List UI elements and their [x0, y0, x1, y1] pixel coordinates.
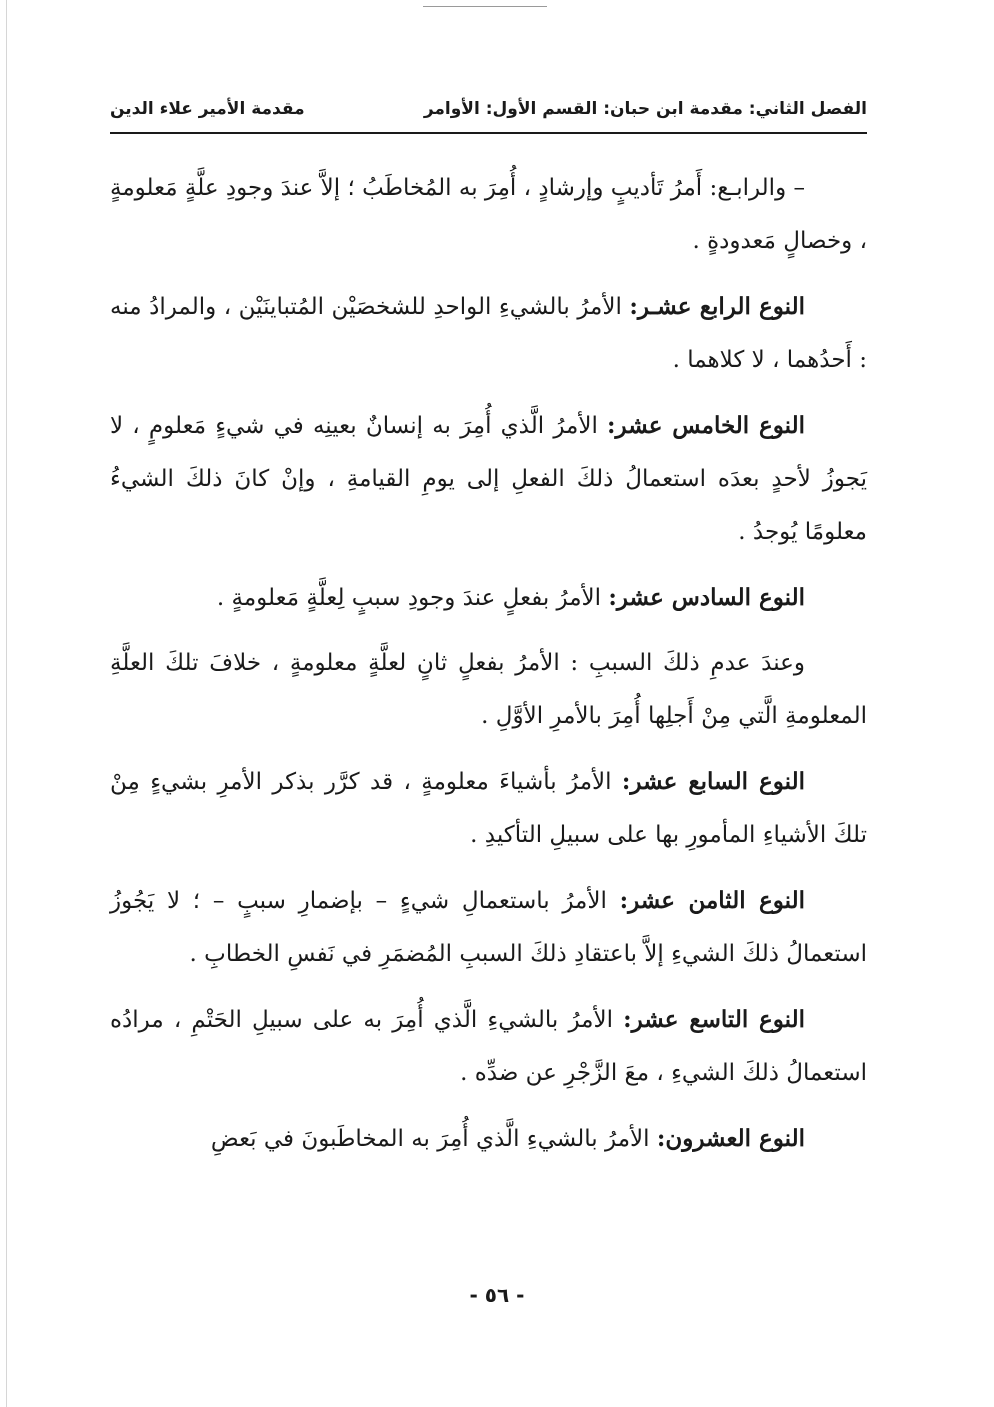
paragraph-2 — [110, 280, 867, 387]
paragraph-3-heading: النوع الخامس عشر: — [607, 412, 806, 439]
paragraph-6 — [110, 755, 867, 862]
running-header — [110, 94, 867, 124]
paragraph-4 — [110, 571, 867, 625]
header-book-title: مقدمة الأمير علاء الدين — [110, 99, 305, 119]
paragraph-5 — [110, 637, 867, 743]
paragraph-9-heading: النوع العشرون: — [656, 1125, 805, 1152]
paragraph-6-text: الأمرُ بأشياءَ معلومةٍ ، قد كرَّر بذكر الأمرِ بشيءٍ مِنْ تلكَ الأشياءِ المأمورِ بها على سبيلِ التأكيدِ . — [110, 769, 867, 848]
header-divider — [110, 132, 867, 134]
paragraph-9-text: الأمرُ بالشيءِ الَّذي أُمِرَ به المخاطَبونَ في بَعضِ — [210, 1126, 657, 1152]
paragraph-3-text: الأمرُ الَّذي أُمِرَ به إنسانٌ بعينِه في شيءٍ مَعلومٍ ، لا يَجوزُ لأحدٍ بعدَه استعمالُ ذلكَ الفعلِ إلى يومِ القيامةِ ، وإنْ كانَ ذلكَ الشيءُ معلومًا يُوجدُ . — [110, 413, 867, 545]
paragraph-7 — [110, 874, 867, 981]
main-text — [110, 162, 867, 1178]
paragraph-4-text: الأمرُ بفعلٍ عندَ وجودِ سببٍ لِعلَّةٍ مَعلومةٍ . — [216, 585, 609, 611]
page-edge-line — [6, 0, 7, 1407]
paragraph-2-text: الأمرُ بالشيءِ الواحدِ للشخصَيْن المُتباينَيْن ، والمرادُ منه : أَحدُهما ، لا كلاهما . — [110, 294, 867, 373]
header-chapter-title: الفصل الثاني: مقدمة ابن حبان: القسم الأول: الأوامر — [423, 99, 867, 119]
paragraph-4-heading: النوع السادس عشر: — [608, 584, 805, 611]
paragraph-1 — [110, 162, 867, 268]
paragraph-8 — [110, 993, 867, 1100]
paragraph-6-heading: النوع السابع عشر: — [621, 768, 805, 795]
paragraph-3 — [110, 399, 867, 559]
paragraph-1-text: – والرابـع: أَمرُ تَأديبٍ وإرشادٍ ، أُمِرَ به المُخاطَبُ ؛ إلاَّ عندَ وجودِ علَّةٍ مَعلومةٍ ، وخصالٍ مَعدودةٍ . — [110, 175, 867, 254]
top-decorative-rule — [423, 6, 547, 7]
page-number: - ٥٦ - — [469, 1283, 525, 1307]
paragraph-8-text: الأمرُ بالشيءِ الَّذي أُمِرَ به على سبيلِ الحَتْمِ ، مرادُه استعمالُ ذلكَ الشيءِ ، معَ الزَّجْرِ عن ضدِّه . — [110, 1007, 867, 1086]
paragraph-8-heading: النوع التاسع عشر: — [623, 1006, 806, 1033]
paragraph-2-heading: النوع الرابع عشـر: — [629, 293, 805, 320]
paragraph-9 — [110, 1112, 867, 1166]
paragraph-7-heading: النوع الثامن عشر: — [619, 887, 805, 914]
paragraph-5-text: وعندَ عدمِ ذلكَ السببِ : الأمرُ بفعلٍ ثانٍ لعلَّةٍ معلومةٍ ، خلافَ تلكَ العلَّةِ المعلومةِ الَّتي مِنْ أَجلِها أُمِرَ بالأمرِ الأوَّلِ . — [110, 650, 867, 729]
paragraph-7-text: الأمرُ باستعمالِ شيءٍ – بإضمارِ سببٍ – ؛ لا يَجُوزُ استعمالُ ذلكَ الشيءِ إلاَّ باعتقادِ ذلكَ السببِ المُضمَرِ في نَفسِ الخطابِ . — [110, 888, 867, 967]
